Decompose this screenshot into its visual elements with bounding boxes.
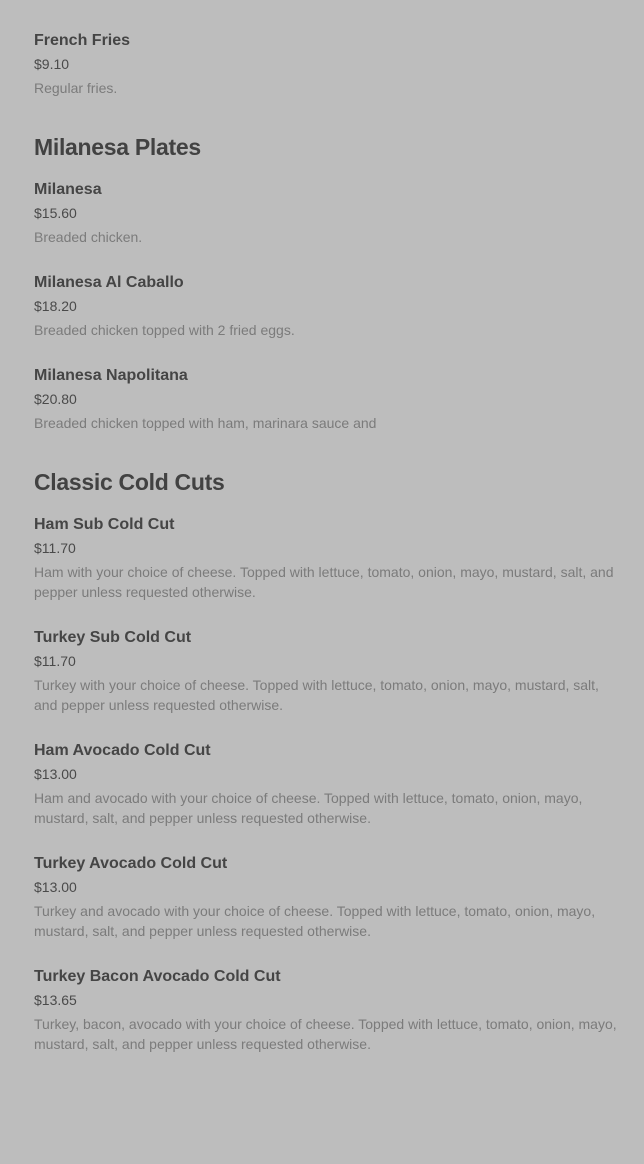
item-price: $11.70 (34, 540, 76, 556)
menu-section-classic-cold-cuts (34, 467, 620, 1054)
item-description: Turkey with your choice of cheese. Topped with lettuce, tomato, onion, mayo, mustard, salt, and pepper unless requested otherwise. (34, 677, 599, 713)
section-title: Classic Cold Cuts (34, 469, 225, 495)
item-name: Ham Sub Cold Cut (34, 516, 175, 533)
item-name: Turkey Bacon Avocado Cold Cut (34, 968, 281, 985)
menu-item-milanesa-napolitana[interactable] (34, 364, 620, 433)
menu-item-milanesa-al-caballo[interactable] (34, 271, 620, 340)
menu-item-turkey-bacon-avocado-cold-cut[interactable] (34, 965, 620, 1054)
item-price: $13.00 (34, 879, 77, 895)
menu-item-ham-avocado-cold-cut[interactable] (34, 739, 620, 828)
item-name: Milanesa Napolitana (34, 367, 188, 384)
menu-item-turkey-avocado-cold-cut[interactable] (34, 852, 620, 941)
menu-section-milanesa-plates (34, 132, 620, 433)
item-name: French Fries (34, 32, 131, 49)
item-price: $9.10 (34, 56, 70, 72)
item-price: $15.60 (34, 205, 77, 221)
item-price: $18.20 (34, 298, 77, 314)
item-price: $13.65 (34, 992, 77, 1008)
item-description: Turkey, bacon, avocado with your choice of cheese. Topped with lettuce, tomato, onion, mayo, mustard, salt, and pepper unless requested otherwise. (34, 1016, 617, 1052)
item-description: Regular fries. (34, 80, 118, 96)
item-name: Milanesa Al Caballo (34, 274, 184, 291)
item-name: Milanesa (34, 181, 102, 198)
menu-item-ham-sub-cold-cut[interactable] (34, 513, 620, 602)
menu-item-french-fries[interactable] (34, 29, 620, 98)
item-price: $20.80 (34, 391, 77, 407)
menu-item-turkey-sub-cold-cut[interactable] (34, 626, 620, 715)
item-price: $13.00 (34, 766, 77, 782)
menu-list (34, 29, 620, 1078)
item-description: Ham and avocado with your choice of cheese. Topped with lettuce, tomato, onion, mayo, mustard, salt, and pepper unless requested otherwise. (34, 790, 583, 826)
item-description: Breaded chicken topped with ham, marinara sauce and (34, 415, 377, 431)
menu-section-sides (34, 29, 620, 98)
item-description: Breaded chicken. (34, 229, 143, 245)
item-name: Turkey Avocado Cold Cut (34, 855, 228, 872)
menu-item-milanesa[interactable] (34, 178, 620, 247)
item-description: Turkey and avocado with your choice of cheese. Topped with lettuce, tomato, onion, mayo, mustard, salt, and pepper unless requested otherwise. (34, 903, 596, 939)
item-name: Ham Avocado Cold Cut (34, 742, 211, 759)
section-title: Milanesa Plates (34, 134, 201, 160)
item-name: Turkey Sub Cold Cut (34, 629, 192, 646)
item-description: Ham with your choice of cheese. Topped with lettuce, tomato, onion, mayo, mustard, salt, and pepper unless requested otherwise. (34, 564, 614, 600)
item-price: $11.70 (34, 653, 76, 669)
item-description: Breaded chicken topped with 2 fried eggs. (34, 322, 295, 338)
